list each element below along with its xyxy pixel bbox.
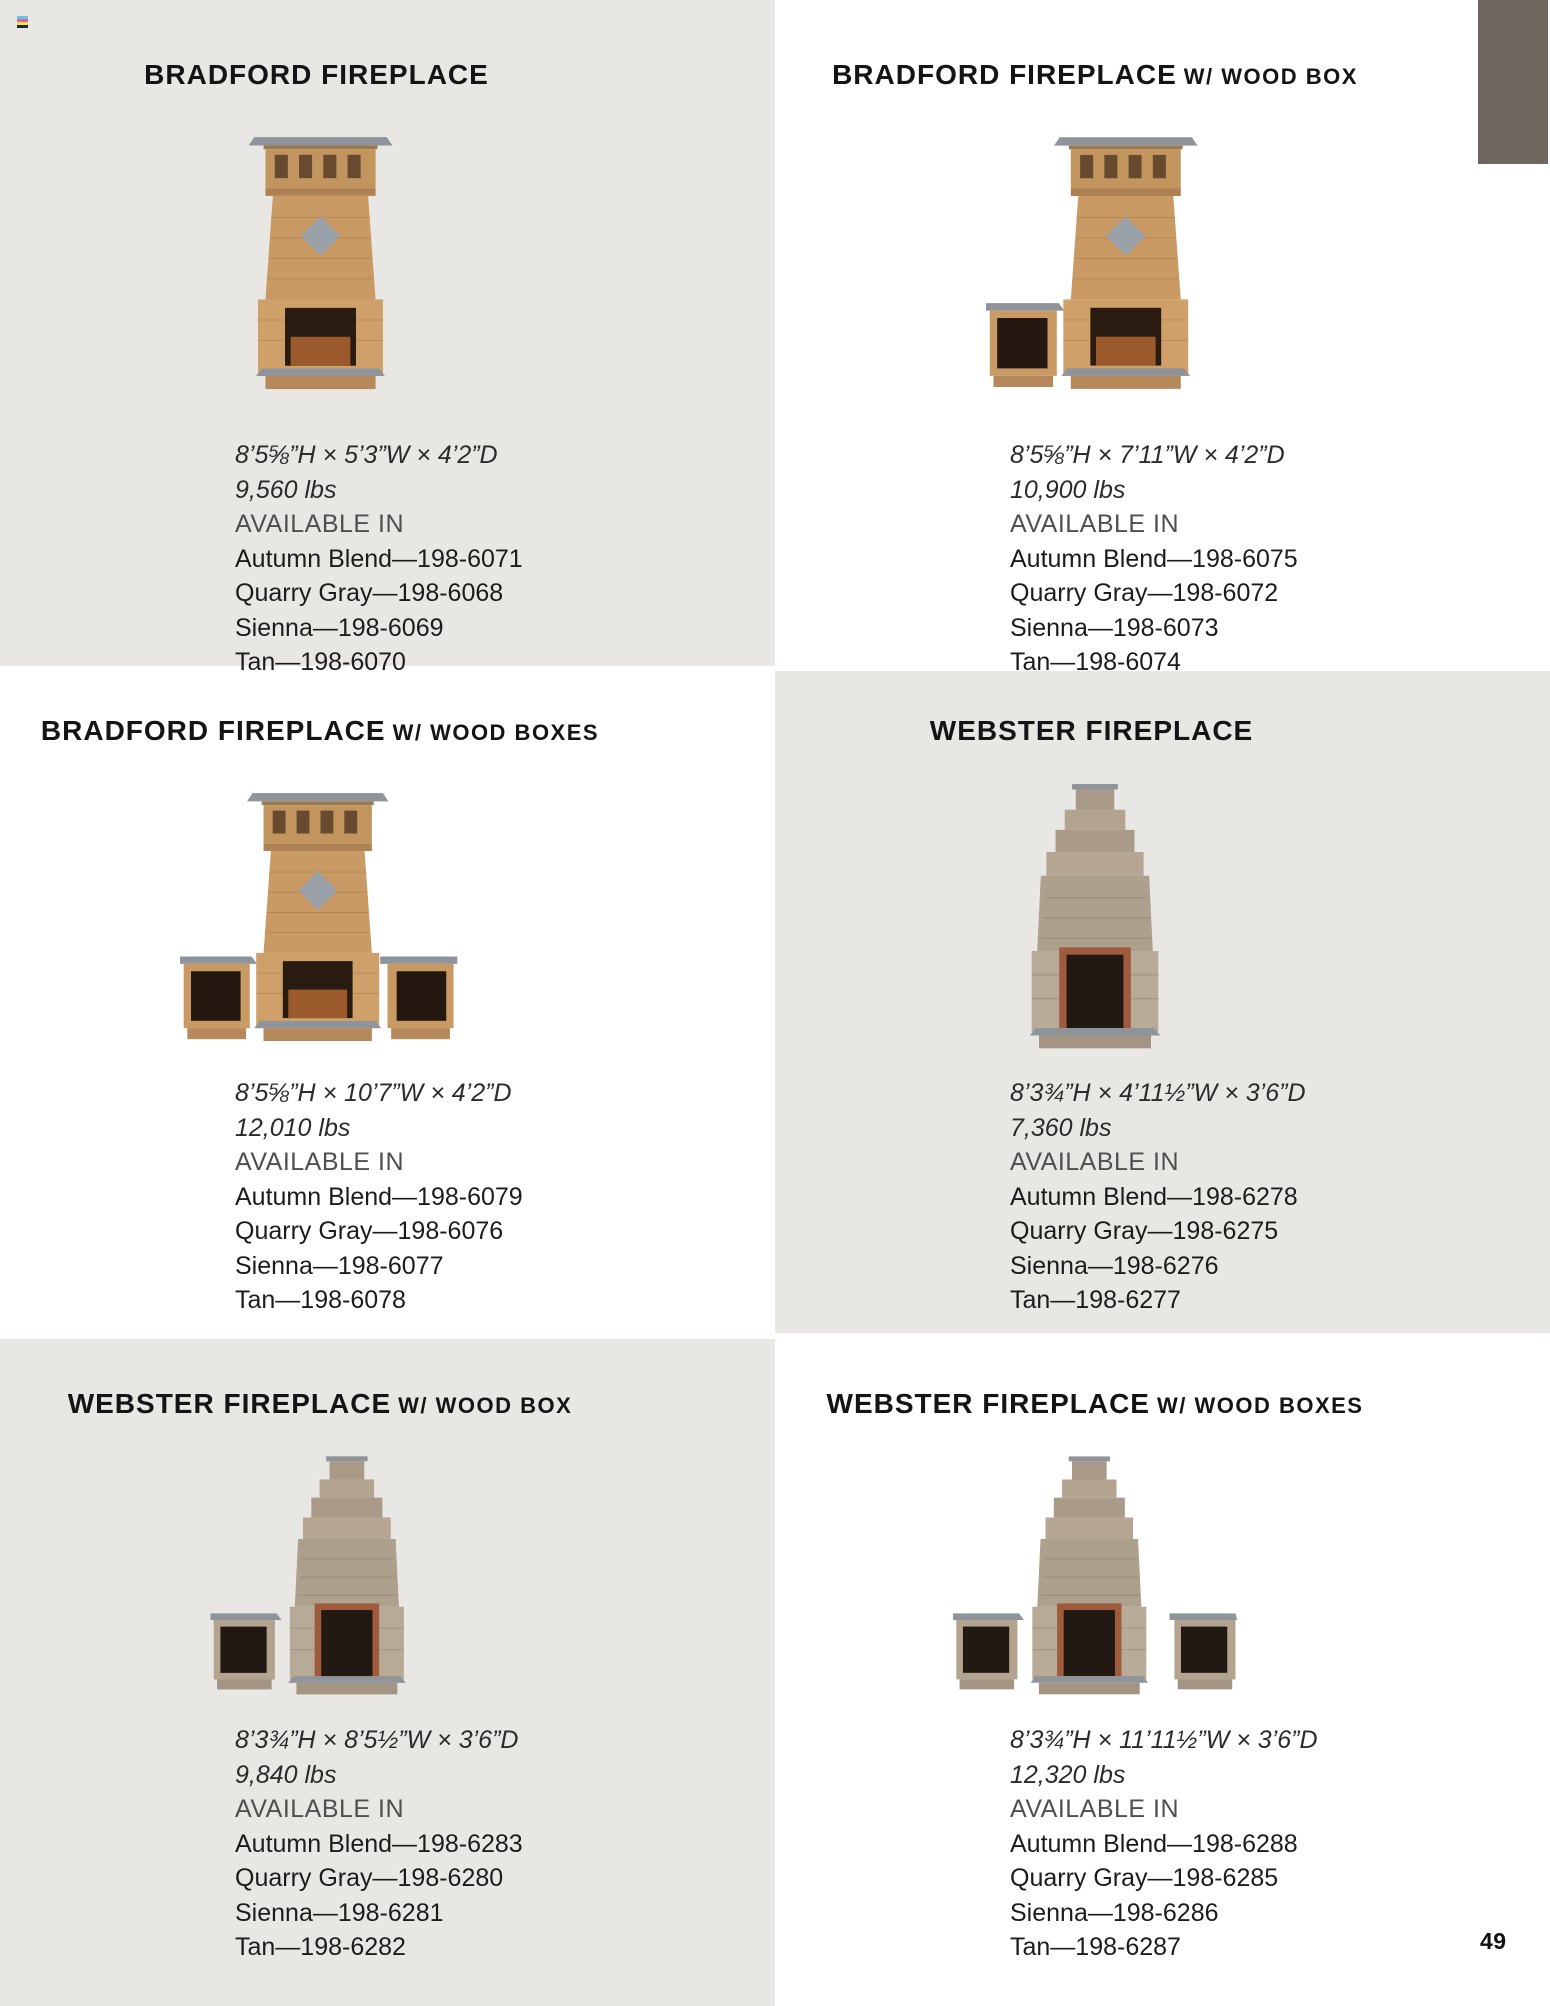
product-specs bbox=[1010, 1076, 1306, 1318]
color-option: Quarry Gray—198-6076 bbox=[235, 1217, 504, 1246]
product-title-suffix: W/ WOOD BOX bbox=[398, 1393, 573, 1419]
product-card-bradford-wood-boxes bbox=[10, 692, 630, 1318]
product-specs bbox=[235, 1723, 523, 1965]
color-option: Autumn Blend—198-6075 bbox=[1010, 544, 1298, 573]
product-title: WEBSTER FIREPLACE bbox=[929, 715, 1254, 747]
color-option: Sienna—198-6281 bbox=[235, 1898, 444, 1927]
bradford-fireplace-wood-box-photo bbox=[986, 124, 1205, 404]
product-specs bbox=[1010, 438, 1298, 680]
available-in-label: AVAILABLE IN bbox=[1010, 1795, 1180, 1824]
color-option: Autumn Blend—198-6288 bbox=[1010, 1829, 1298, 1858]
product-dimensions: 8’3¾”H × 4’11½”W × 3’6”D bbox=[1010, 1079, 1306, 1108]
webster-fireplace-photo bbox=[1017, 780, 1173, 1056]
color-option: Tan—198-6277 bbox=[1010, 1286, 1181, 1315]
available-in-label: AVAILABLE IN bbox=[1010, 510, 1180, 539]
product-card-bradford-wood-box bbox=[785, 36, 1405, 680]
product-title: BRADFORD FIREPLACE W/ WOOD BOXES bbox=[40, 715, 600, 747]
product-weight: 9,840 lbs bbox=[235, 1760, 337, 1789]
product-title: WEBSTER FIREPLACE W/ WOOD BOXES bbox=[826, 1388, 1364, 1420]
webster-fireplace-wood-boxes-photo bbox=[953, 1453, 1238, 1701]
product-card-webster-wood-box bbox=[10, 1365, 630, 1965]
available-in-label: AVAILABLE IN bbox=[235, 1795, 405, 1824]
product-specs bbox=[235, 1076, 523, 1318]
color-option: Quarry Gray—198-6280 bbox=[235, 1864, 504, 1893]
product-card-webster-wood-boxes bbox=[785, 1365, 1405, 1965]
product-title-suffix: W/ WOOD BOXES bbox=[1156, 1393, 1364, 1419]
color-option: Tan—198-6074 bbox=[1010, 648, 1181, 677]
product-specs bbox=[235, 438, 523, 680]
product-weight: 12,320 lbs bbox=[1010, 1760, 1126, 1789]
product-weight: 7,360 lbs bbox=[1010, 1113, 1112, 1142]
color-option: Sienna—198-6276 bbox=[1010, 1251, 1219, 1280]
webster-fireplace-wood-box-photo bbox=[203, 1453, 437, 1701]
available-in-label: AVAILABLE IN bbox=[235, 1148, 405, 1177]
color-option: Tan—198-6070 bbox=[235, 648, 406, 677]
color-option: Sienna—198-6286 bbox=[1010, 1898, 1219, 1927]
color-option: Sienna—198-6073 bbox=[1010, 613, 1219, 642]
product-dimensions: 8’3¾”H × 8’5½”W × 3’6”D bbox=[235, 1726, 519, 1755]
color-option: Autumn Blend—198-6283 bbox=[235, 1829, 523, 1858]
available-in-label: AVAILABLE IN bbox=[1010, 1148, 1180, 1177]
color-option: Quarry Gray—198-6068 bbox=[235, 579, 504, 608]
color-option: Autumn Blend—198-6079 bbox=[235, 1182, 523, 1211]
product-title: BRADFORD FIREPLACE W/ WOOD BOX bbox=[832, 59, 1358, 91]
color-option: Quarry Gray—198-6285 bbox=[1010, 1864, 1279, 1893]
product-dimensions: 8’5⅝”H × 10’7”W × 4’2”D bbox=[235, 1079, 512, 1108]
color-option: Autumn Blend—198-6071 bbox=[235, 544, 523, 573]
bradford-fireplace-photo bbox=[241, 124, 400, 404]
product-weight: 10,900 lbs bbox=[1010, 475, 1126, 504]
bradford-fireplace-wood-boxes-photo bbox=[180, 780, 460, 1056]
product-card-bradford bbox=[10, 36, 630, 680]
color-option: Quarry Gray—198-6072 bbox=[1010, 579, 1279, 608]
color-option: Quarry Gray—198-6275 bbox=[1010, 1217, 1279, 1246]
product-title-suffix: W/ WOOD BOX bbox=[1183, 64, 1358, 90]
product-title-suffix: W/ WOOD BOXES bbox=[392, 720, 600, 746]
product-weight: 12,010 lbs bbox=[235, 1113, 351, 1142]
available-in-label: AVAILABLE IN bbox=[235, 510, 405, 539]
color-option: Tan—198-6287 bbox=[1010, 1933, 1181, 1962]
color-option: Tan—198-6282 bbox=[235, 1933, 406, 1962]
page-number: 49 bbox=[1480, 1928, 1507, 1954]
product-title: WEBSTER FIREPLACE W/ WOOD BOX bbox=[67, 1388, 573, 1420]
color-option: Tan—198-6078 bbox=[235, 1286, 406, 1315]
product-title: BRADFORD FIREPLACE bbox=[144, 59, 489, 91]
section-corner-tab bbox=[1478, 0, 1548, 164]
registration-mark-icon bbox=[17, 16, 28, 28]
color-option: Autumn Blend—198-6278 bbox=[1010, 1182, 1298, 1211]
product-dimensions: 8’3¾”H × 11’11½”W × 3’6”D bbox=[1010, 1726, 1318, 1755]
color-option: Sienna—198-6069 bbox=[235, 613, 444, 642]
product-card-webster bbox=[785, 692, 1405, 1318]
product-dimensions: 8’5⅝”H × 5’3”W × 4’2”D bbox=[235, 441, 498, 470]
product-dimensions: 8’5⅝”H × 7’11”W × 4’2”D bbox=[1010, 441, 1285, 470]
product-specs bbox=[1010, 1723, 1318, 1965]
color-option: Sienna—198-6077 bbox=[235, 1251, 444, 1280]
product-weight: 9,560 lbs bbox=[235, 475, 337, 504]
